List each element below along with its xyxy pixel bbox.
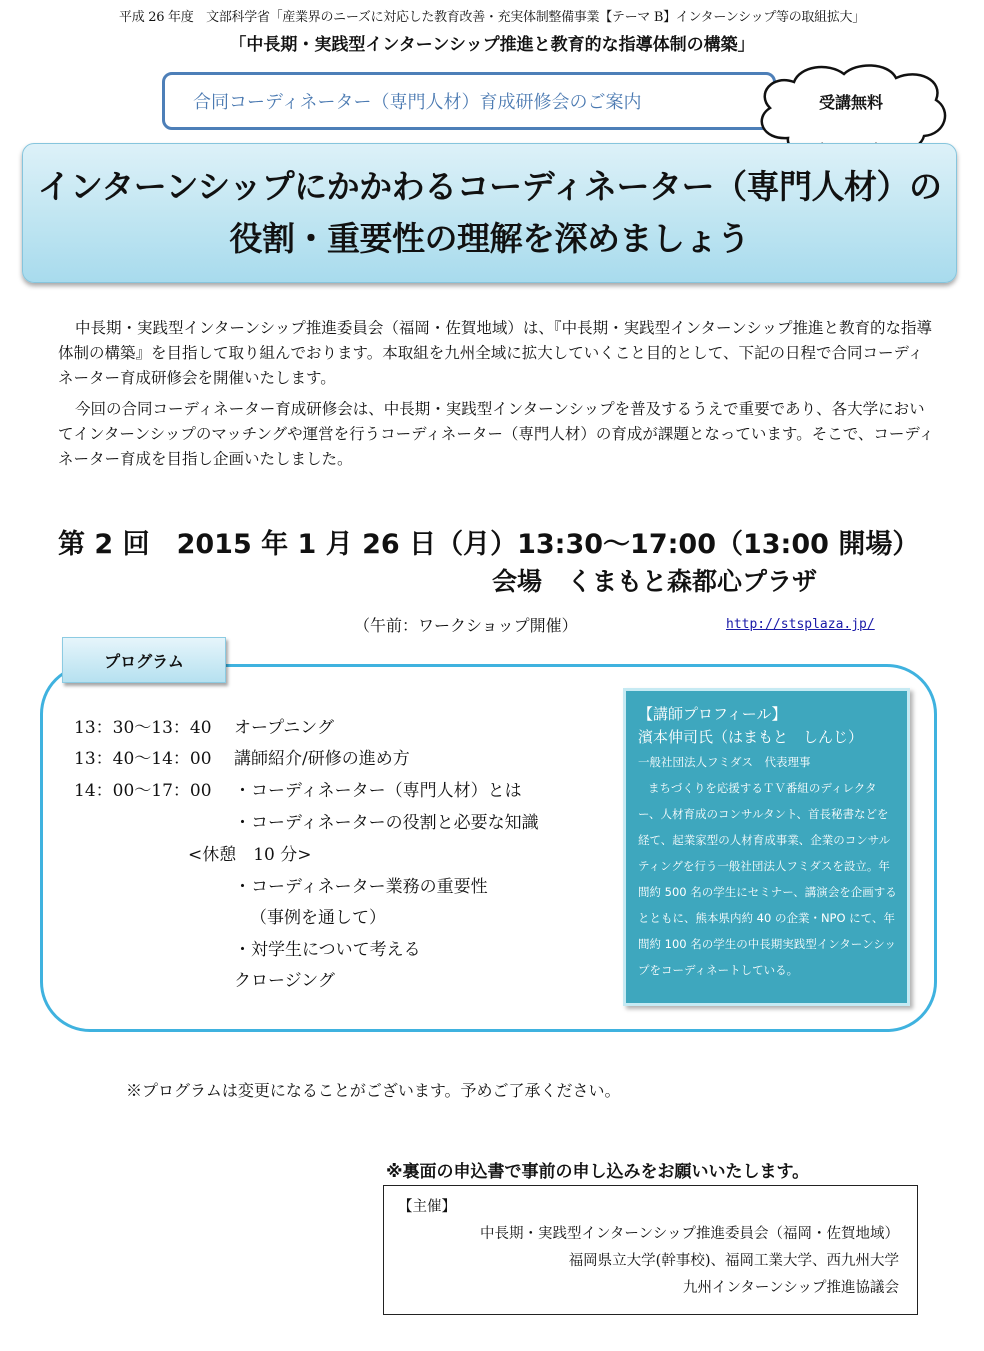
schedule-row [74,713,334,738]
event-date-line: 第 2 回 2015 年 1 月 26 日（月）13:30～17:00（13:00 開場） [58,529,920,560]
organizer-box [383,1185,918,1315]
project-title: 「中長期・実践型インターンシップ推進と教育的な指導体制の構築」 [229,35,755,55]
schedule-item: オープニング [234,718,334,738]
venue-url-link[interactable]: http://stsplaza.jp/ [726,617,875,632]
title-banner [22,143,957,283]
title-line-1: インターンシップにかかわるコーディネーター（専門人材）の [37,167,942,206]
schedule-row [74,776,522,801]
sponsor-header: 平成 26 年度 文部科学省「産業界のニーズに対応した教育改善・充実体制整備事業【テーマ B】インターンシップ等の取組拡大」 [119,10,865,25]
program-change-note: ※プログラムは変更になることがございます。予めご了承ください。 [126,1081,621,1100]
schedule-row: ・対学生について考える [234,940,421,960]
organizer-line-1: 中長期・実践型インターンシップ推進委員会（福岡・佐賀地域） [480,1226,899,1242]
schedule-row: （事例を通して） [250,908,386,928]
organizer-heading: 【主催】 [398,1199,456,1215]
schedule-row: ・コーディネーター業務の重要性 [234,877,488,897]
speaker-profile-card [623,688,910,1006]
subtitle-text: 合同コーディネーター（専門人材）育成研修会のご案内 [193,92,642,113]
subtitle-box [162,72,776,130]
free-badge-label: 受講無料 [818,93,883,112]
schedule-time: 14：00～17：00 [74,781,212,801]
application-note: ※裏面の申込書で事前の申し込みをお願いいたします。 [386,1162,810,1182]
venue-line: 会場 くまもと森都心プラザ [492,567,818,596]
schedule-row: クロージング [234,971,335,991]
title-line-2: 役割・重要性の理解を深めましょう [229,219,750,258]
schedule-time: 13：30～13：40 [74,718,212,738]
speaker-heading: 【講師プロフィール】 [638,705,787,723]
schedule-time: 13：40～14：00 [74,749,212,769]
organizer-line-3: 九州インターンシップ推進協議会 [683,1280,899,1296]
schedule-item: ・コーディネーター（専門人材）とは [234,781,522,801]
organizer-line-2: 福岡県立大学(幹事校)、福岡工業大学、西九州大学 [568,1253,899,1269]
speaker-organization: 一般社団法人フミダス 代表理事 [638,755,811,769]
speaker-name: 濱本伸司氏（はまもと しんじ） [638,728,864,746]
schedule-item: 講師紹介/研修の進め方 [234,749,410,769]
schedule-row: <休憩 10 分> [188,845,312,865]
intro-paragraph-1: 中長期・実践型インターンシップ推進委員会（福岡・佐賀地域）は、『中長期・実践型インターンシップ推進と教育的な指導体制の構築』を目指して取り組んでおります。本取組を九州全域に拡大していくこと目的として、下記の日程で合同コーディネーター育成研修会を開催いたします。 [58,319,932,387]
program-tab: プログラム [62,637,226,683]
morning-workshop-note: （午前：ワークショップ開催） [354,616,578,635]
schedule-row [74,744,410,769]
intro-paragraph-2: 今回の合同コーディネーター育成研修会は、中長期・実践型インターンシップを普及するうえで重要であり、各大学においてインターンシップのマッチングや運営を行うコーディネーター（専門人材）の育成が課題となっています。そこで、コーディネーター育成を目指し企画いたしました。 [58,400,935,468]
schedule-row: ・コーディネーターの役割と必要な知識 [234,813,539,833]
speaker-bio: まちづくりを応援するＴＶ番組のディレクター、人材育成のコンサルタント、首長秘書などを経て、起業家型の人材育成事業、企業のコンサルティングを行う一般社団法人フミダスを設立。年間約 500 名の学生にセミナー、講演会を企画するとともに、熊本県内約 40 の企業・NPO にて、年間約 100 名の学生の中長期実践型インターンシップをコーディネートしている。 [638,781,897,977]
